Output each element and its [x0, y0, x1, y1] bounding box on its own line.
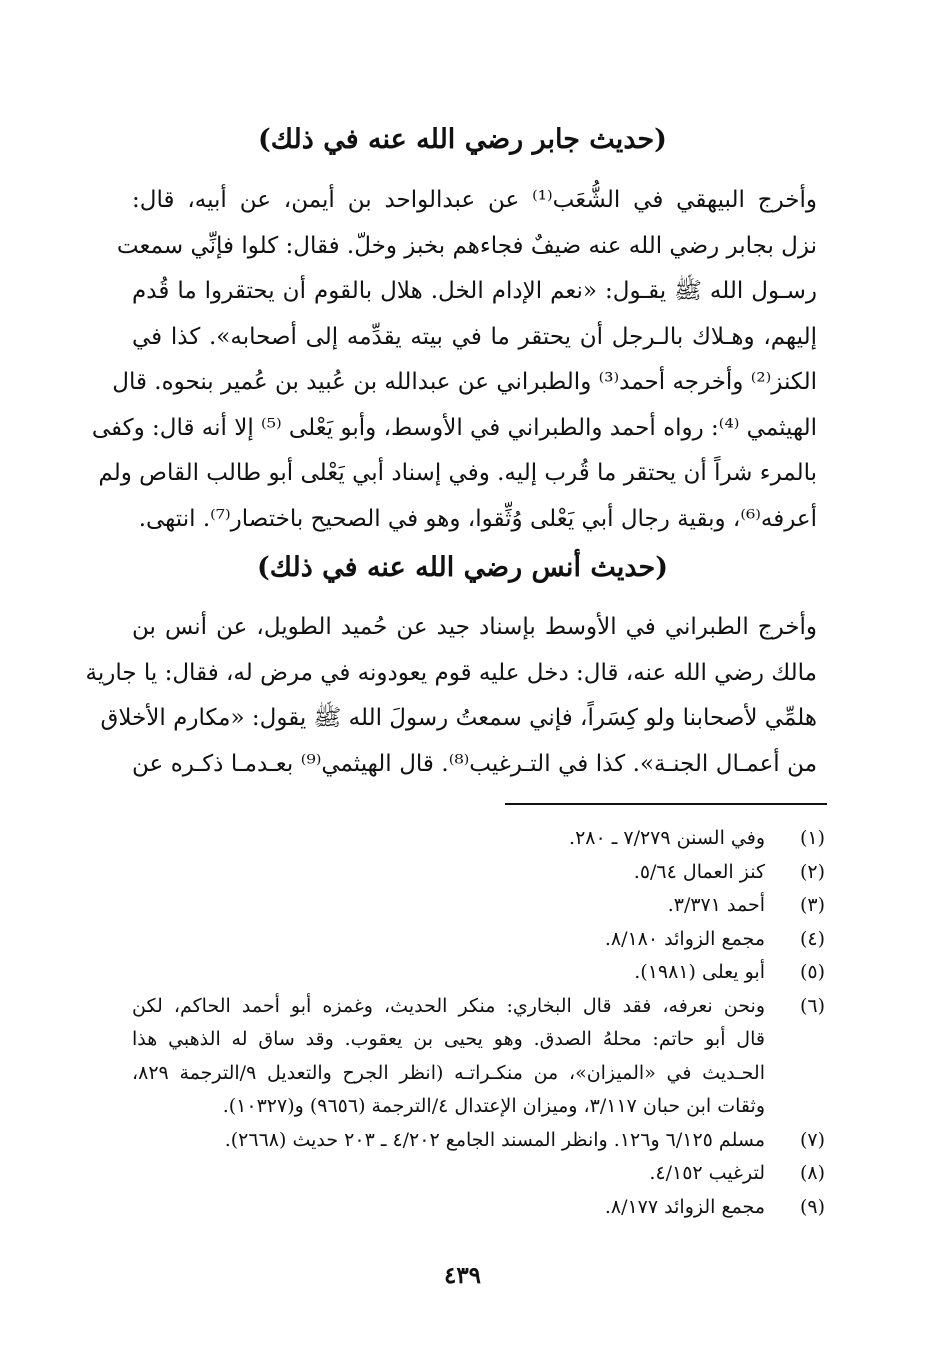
footnote-number: (٣): [799, 894, 825, 916]
footnote-text: [132, 956, 765, 990]
footnote-text: [132, 923, 765, 957]
page-number: ٤٣٩: [443, 1262, 482, 1289]
footnote-text: [132, 990, 765, 1124]
section-heading-anas: (حديث أنس رضي الله عنه في ذلك): [256, 552, 669, 583]
footnote-line: أبو يعلى (١٩٨١).: [634, 961, 765, 983]
text-line: من أعمـال الجنـة». كذا في التـرغيب⁽⁸⁾. قال الهيثمي⁽⁹⁾ بعـدمـا ذكـره عن: [132, 750, 818, 777]
text-line: إليهم، وهـلاك بالـرجل أن يحتقر ما في بيته يقدِّمه إلى أصحابه». كذا في: [132, 323, 817, 350]
footnote: [132, 923, 825, 957]
footnote-text: [132, 856, 765, 890]
footnote-line: وفي السنن ٧/٢٧٩ ـ ٢٨٠.: [569, 827, 765, 849]
footnote-number: (١): [799, 827, 825, 849]
footnote: [132, 1124, 825, 1158]
text-line: بالمرء شراً أن يحتقر ما قُرب إليه. وفي إسناد أبي يَعْلى أبو طالب القاص ولم: [98, 460, 817, 486]
text-line: وأخرج البيهقي في الشُّعَب⁽¹⁾ عن عبدالواحد بن أيمن، عن أبيه، قال:: [132, 187, 817, 213]
footnote-text: [132, 1191, 765, 1225]
text-line: وأخرج الطبراني في الأوسط بإسناد جيد عن حُميد الطويل، عن أنس بن: [132, 614, 817, 640]
footnote: [132, 889, 825, 923]
footnote-number: (٧): [799, 1128, 825, 1151]
footnote: [132, 856, 825, 890]
paragraph-jabir: [91, 178, 817, 542]
footnote-text: [132, 889, 765, 923]
footnotes: [132, 822, 825, 1224]
text-line: الهيثمي ⁽⁴⁾: رواه أحمد والطبراني في الأوسط، وأبو يَعْلى ⁽⁵⁾ إلا أنه قال: وكفى: [91, 414, 817, 441]
text-line: أعرفه⁽⁶⁾، وبقية رجال أبي يَعْلى وُثِّقوا، وهو في الصحيح باختصار⁽⁷⁾. انتهى.: [138, 505, 817, 532]
footnote-line: مسلم ٦/١٢٥ و١٢٦. وانظر المسند الجامع ٤/٢٠٢ ـ ٢٠٣ حديث (٢٦٦٨).: [224, 1128, 765, 1151]
text-line: هلمِّي لأصحابنا ولو كِسَراً، فإني سمعتُ رسولَ الله ﷺ يقول: «مكارم الأخلاق: [100, 705, 817, 731]
footnote-line: الحـديث في «الميزان»، من منكـراتـه (انظر الجرح والتعديل ٩/الترجمة ٨٢٩،: [132, 1061, 765, 1084]
footnote-number: (٥): [799, 961, 825, 983]
footnote-line: أحمد ٣/٣٧١.: [667, 894, 765, 916]
footnote: [132, 1191, 825, 1225]
footnote-line: ونحن نعرفه، فقد قال البخاري: منكر الحديث، وغمزه أبو أحمد الحاكم، لكن: [132, 994, 765, 1017]
footnote-line: وثقات ابن حبان ٣/١١٧، وميزان الإعتدال ٤/الترجمة (٩٦٥٦) و(١٠٣٢٧).: [222, 1095, 765, 1117]
text-line: نزل بجابر رضي الله عنه ضيفٌ فجاءهم بخبز وخلّ. فقال: كلوا فإنِّي سمعت: [116, 232, 817, 259]
text-line: الكنز⁽²⁾ وأخرجه أحمد⁽³⁾ والطبراني عن عبدالله بن عُبيد بن عُمير بنحوه. قال: [112, 369, 817, 395]
footnote-separator: [505, 803, 827, 805]
footnote-line: كنز العمال ٥/٦٤.: [633, 860, 765, 883]
footnote-text: [132, 822, 765, 856]
footnote-text: [132, 1124, 765, 1158]
footnote: [132, 956, 825, 990]
footnote-line: مجمع الزوائد ٨/١٨٠.: [604, 927, 765, 950]
footnote: [132, 822, 825, 856]
footnote: [132, 1157, 825, 1191]
footnote: [132, 990, 825, 1124]
section-heading-jabir: (حديث جابر رضي الله عنه في ذلك): [258, 124, 667, 155]
paragraph-anas: [85, 605, 818, 787]
footnote-number: (٦): [799, 994, 825, 1017]
footnote-text: [132, 1157, 765, 1191]
footnote-line: مجمع الزوائد ٨/١٧٧.: [604, 1195, 765, 1218]
footnote-number: (٨): [799, 1162, 825, 1184]
text-line: مالك رضي الله عنه، قال: دخل عليه قوم يعودونه في مرض له، فقال: يا جارية: [85, 659, 817, 686]
footnote-line: قال أبو حاتم: محلهُ الصدق. وهو يحيى بن يعقوب. وقد ساق له الذهبي هذا: [132, 1028, 765, 1050]
footnote-number: (٤): [799, 927, 825, 950]
text-line: رسـول الله ﷺ يقـول: «نعم الإدام الخل. هلال بالقوم أن يحتقروا ما قُدم: [132, 278, 817, 304]
footnote-number: (٢): [799, 860, 825, 883]
footnote-number: (٩): [799, 1195, 825, 1218]
footnote-line: لترغيب ٤/١٥٢.: [649, 1162, 765, 1184]
